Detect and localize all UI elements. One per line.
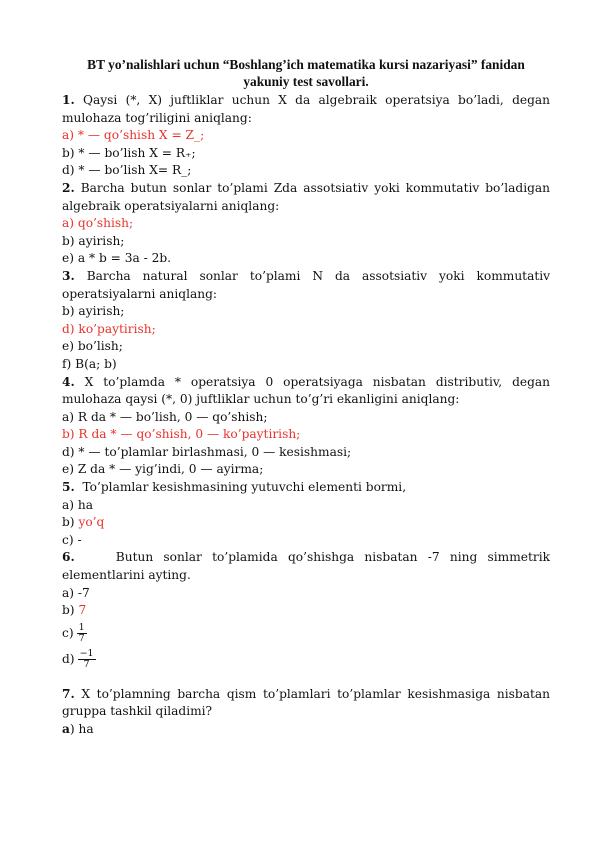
question-number: 2. xyxy=(62,180,75,195)
question-text-line-1: Barcha natural sonlar to’plami N da assotsiativ yoki kommutativ xyxy=(86,268,551,283)
title-line-2: yakuniy test savollari. xyxy=(243,74,369,89)
option-prefix: b) xyxy=(62,603,79,618)
q6-option-a: a) -7 xyxy=(62,585,90,600)
question-text: X to’plamning barcha qism to’plamlari to’plamlar kesishmasiga nisbatan gruppa tashkil qiladimi? xyxy=(62,686,550,719)
option-prefix: c) xyxy=(62,625,74,640)
fraction-numerator: −1 xyxy=(79,647,94,659)
q1-option-a: a) * — qo’shish X = Z_; xyxy=(62,128,205,143)
fraction-numerator: 1 xyxy=(78,621,85,633)
option-prefix: b) xyxy=(62,515,79,530)
option-prefix: a xyxy=(62,722,70,736)
question-text: Qaysi (*, X) juftliklar uchun X da algebraik operatsiya bo’ladi, degan mulohaza tog’riligini aniqlang: xyxy=(62,93,551,125)
question-text: Barcha butun sonlar to’plami Zda assotsiativ yoki kommutativ bo’ladigan algebraik operatsiyalarni aniqlang: xyxy=(62,180,551,213)
q4-option-d: d) * — to’plamlar birlashmasi, 0 — kesishmasi; xyxy=(62,444,352,459)
question-number: 1. xyxy=(62,93,75,107)
question-text: To’plamlar kesishmasining yutuvchi elementi bormi, xyxy=(82,480,407,495)
question-3 xyxy=(62,268,550,286)
question-text-line-1: Butun sonlar to’plamida qo’shishga nisbatan -7 ning simmetrik xyxy=(115,550,551,565)
option-text: 7 xyxy=(78,603,87,618)
q3-option-d: d) ko’paytirish; xyxy=(62,321,156,336)
question-number: 7. xyxy=(62,686,75,701)
question-number: 5. xyxy=(62,480,75,495)
q1-option-d: d) * — bo’lish X= R_; xyxy=(62,163,192,178)
q5-option-b xyxy=(62,514,550,532)
fraction-denominator: 7 xyxy=(78,632,85,644)
question-3-continued: operatsiyalarni aniqlang: xyxy=(62,286,217,301)
question-4 xyxy=(62,374,550,409)
question-5 xyxy=(62,479,550,497)
q3-option-f: f) B(a; b) xyxy=(62,356,117,371)
question-text: X to’plamda * operatsiya 0 operatsiyaga nisbatan distributiv, degan mulohaza qaysi (*, 0) juftliklar uchun to’g’ri ekanligini aniqlang: xyxy=(62,374,551,407)
fraction xyxy=(77,623,87,644)
question-6 xyxy=(62,549,550,567)
option-text: ) ha xyxy=(69,722,94,736)
question-7 xyxy=(62,686,550,721)
q7-option-a xyxy=(62,721,550,739)
question-1 xyxy=(62,92,550,127)
question-number: 3. xyxy=(62,268,75,283)
option-text: yo’q xyxy=(78,515,105,530)
q5-option-c: c) - xyxy=(62,532,82,547)
question-6-continued: elementlarini ayting. xyxy=(62,568,191,583)
spacer xyxy=(62,672,550,686)
q6-option-c xyxy=(62,620,550,646)
option-prefix: d) xyxy=(62,651,75,666)
q2-option-b: b) ayirish; xyxy=(62,233,125,248)
q1-option-b: b) * — bo’lish X = R₊; xyxy=(62,145,196,160)
q6-option-b xyxy=(62,602,550,620)
q4-option-e: e) Z da * — yig’indi, 0 — ayirma; xyxy=(62,462,264,477)
q6-option-d xyxy=(62,646,550,672)
question-number: 4. xyxy=(62,374,75,389)
q2-option-a: a) qo’shish; xyxy=(62,216,134,231)
question-2 xyxy=(62,180,550,215)
fraction xyxy=(78,649,96,670)
q4-option-a: a) R da * — bo’lish, 0 — qo’shish; xyxy=(62,409,268,424)
title-line-1: BT yo’nalishlari uchun “Boshlang’ich matematika kursi nazariyasi” fanidan xyxy=(87,57,525,72)
q3-option-e: e) bo’lish; xyxy=(62,339,123,354)
document-title xyxy=(62,56,550,90)
fraction-denominator: 7 xyxy=(83,658,90,670)
q4-option-b: b) R da * — qo’shish, 0 — ko’paytirish; xyxy=(62,427,301,442)
question-number: 6. xyxy=(62,550,75,565)
q2-option-e: e) a * b = 3a - 2b. xyxy=(62,251,172,266)
q3-option-b: b) ayirish; xyxy=(62,304,125,319)
q5-option-a: a) ha xyxy=(62,497,94,512)
document-page xyxy=(62,56,550,739)
